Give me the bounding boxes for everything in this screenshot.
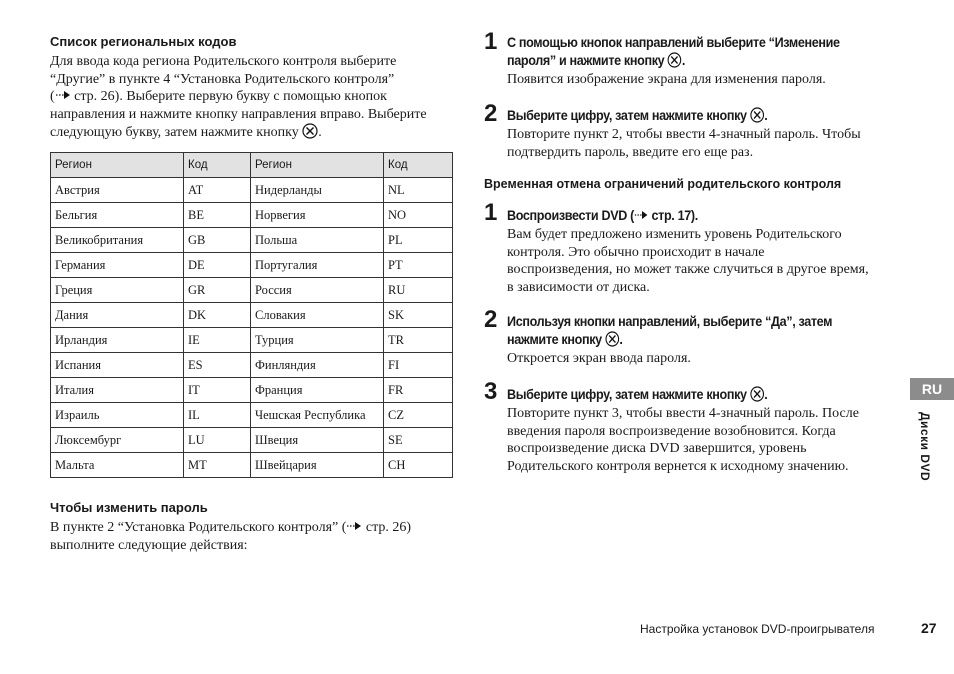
step-text-line: в зависимости от диска.	[507, 279, 650, 295]
region-cell: Германия	[51, 253, 184, 278]
footer-chapter-title: Настройка установок DVD-проигрывателя	[640, 622, 875, 636]
intro-text: стр. 26). Выберите первую букву с помощью кнопок	[70, 89, 387, 104]
table-row	[51, 453, 453, 478]
region-cell: Бельгия	[51, 203, 184, 228]
step-heading-text: .	[681, 52, 686, 68]
table-row	[51, 328, 453, 353]
region-cell: Великобритания	[51, 228, 184, 253]
language-tab: RU	[910, 378, 954, 400]
step-text-line: подтвердить пароль, введите его еще раз.	[507, 144, 754, 160]
intro-line	[50, 123, 460, 142]
step-text: Появится изображение экрана для изменения пароля.	[507, 72, 826, 87]
code-cell: MT	[184, 453, 251, 478]
step-heading-line	[507, 330, 885, 348]
step-number: 2	[484, 306, 498, 333]
region-cell: Мальта	[51, 453, 184, 478]
intro-line: Для ввода кода региона Родительского контроля выберите	[50, 54, 397, 69]
code-cell: IT	[184, 378, 251, 403]
intro-paragraph	[50, 53, 460, 142]
step-heading	[507, 206, 885, 224]
step-heading-text: .	[764, 386, 768, 402]
step-number: 3	[484, 378, 498, 405]
chapter-label: Диски DVD	[918, 412, 932, 482]
code-cell: TR	[384, 328, 453, 353]
step-heading	[507, 106, 885, 124]
table-header: Регион	[51, 153, 184, 178]
code-cell: SE	[384, 428, 453, 453]
step-heading-text: пароля” и нажмите кнопку	[507, 52, 665, 68]
circle-x-icon	[750, 386, 764, 402]
change-text: В пункте 2 “Установка Родительского контроля” (	[50, 520, 347, 535]
region-code-table	[50, 152, 453, 478]
change-password-paragraph	[50, 519, 460, 554]
code-cell: BE	[184, 203, 251, 228]
step-text-line: воспроизведение диска DVD завершится, уровень	[507, 441, 807, 456]
step-heading-text: Выберите цифру, затем нажмите кнопку	[507, 107, 747, 123]
region-cell: Польша	[251, 228, 384, 253]
table-row	[51, 203, 453, 228]
intro-line: направления и нажмите кнопку направления вправо. Выберите	[50, 106, 427, 122]
region-cell: Нидерланды	[251, 178, 384, 203]
region-cell: Австрия	[51, 178, 184, 203]
step-heading-line: Используя кнопки направлений, выберите “Да”, затем	[507, 313, 833, 329]
table-row	[51, 378, 453, 403]
code-cell: DE	[184, 253, 251, 278]
circle-x-icon	[302, 123, 318, 139]
step-text	[507, 405, 887, 475]
table-header-row	[51, 153, 453, 178]
circle-x-icon	[750, 107, 764, 123]
region-cell: Норвегия	[251, 203, 384, 228]
arrow-ref-icon	[346, 521, 362, 531]
step-heading-text: Выберите цифру, затем нажмите кнопку	[507, 386, 747, 402]
region-cell: Люксембург	[51, 428, 184, 453]
region-cell: Россия	[251, 278, 384, 303]
step-heading-text: стр. 17).	[648, 207, 698, 223]
region-cell: Дания	[51, 303, 184, 328]
change-line	[50, 519, 460, 537]
change-text: стр. 26)	[362, 520, 412, 535]
step-heading-text: .	[619, 331, 623, 347]
step-text-line: Повторите пункт 2, чтобы ввести 4-значный пароль. Чтобы	[507, 127, 861, 142]
section-title-region-codes: Список региональных кодов	[50, 34, 237, 49]
intro-line	[50, 88, 460, 106]
code-cell: AT	[184, 178, 251, 203]
page-number: 27	[921, 620, 937, 636]
code-cell: PT	[384, 253, 453, 278]
table-header: Регион	[251, 153, 384, 178]
code-cell: NL	[384, 178, 453, 203]
arrow-ref-icon	[55, 90, 71, 100]
region-cell: Турция	[251, 328, 384, 353]
table-row	[51, 403, 453, 428]
table-row	[51, 428, 453, 453]
step-text-line: Вам будет предложено изменить уровень Родительского	[507, 227, 842, 242]
code-cell: CZ	[384, 403, 453, 428]
region-cell: Греция	[51, 278, 184, 303]
code-cell: LU	[184, 428, 251, 453]
table-row	[51, 253, 453, 278]
table-row	[51, 178, 453, 203]
code-cell: FI	[384, 353, 453, 378]
code-cell: IL	[184, 403, 251, 428]
section-title-temp-cancel: Временная отмена ограничений родительского контроля	[484, 177, 842, 191]
code-cell: RU	[384, 278, 453, 303]
table-header: Код	[384, 153, 453, 178]
step-text	[507, 226, 887, 296]
step-heading-line: С помощью кнопок направлений выберите “Изменение	[507, 34, 840, 50]
region-cell: Португалия	[251, 253, 384, 278]
step-number: 2	[484, 100, 498, 127]
section-title-change-password: Чтобы изменить пароль	[50, 500, 208, 515]
table-row	[51, 278, 453, 303]
code-cell: GR	[184, 278, 251, 303]
step-text-line: Родительского контроля вернется к исходному значению.	[507, 458, 849, 474]
region-cell: Швеция	[251, 428, 384, 453]
code-cell: GB	[184, 228, 251, 253]
code-cell: DK	[184, 303, 251, 328]
step-text-line: воспроизведения, но может также случиться в другое время,	[507, 262, 869, 277]
intro-text: (	[50, 89, 55, 104]
step-text	[507, 126, 887, 161]
region-cell: Испания	[51, 353, 184, 378]
code-cell: CH	[384, 453, 453, 478]
step-number: 1	[484, 28, 498, 55]
step-heading-text: нажмите кнопку	[507, 331, 602, 347]
intro-text: следующую букву, затем нажмите кнопку	[50, 125, 299, 140]
arrow-ref-icon	[634, 210, 648, 220]
code-cell: PL	[384, 228, 453, 253]
circle-x-icon	[605, 331, 619, 347]
table-row	[51, 228, 453, 253]
region-cell: Франция	[251, 378, 384, 403]
code-cell: SK	[384, 303, 453, 328]
code-cell: IE	[184, 328, 251, 353]
step-heading-text: .	[764, 107, 768, 123]
table-row	[51, 353, 453, 378]
table-header: Код	[184, 153, 251, 178]
table-body	[51, 178, 453, 478]
step-heading	[507, 385, 885, 403]
code-cell: ES	[184, 353, 251, 378]
region-cell: Словакия	[251, 303, 384, 328]
region-cell: Швейцария	[251, 453, 384, 478]
table-row	[51, 303, 453, 328]
change-line: выполните следующие действия:	[50, 537, 248, 553]
code-cell: NO	[384, 203, 453, 228]
region-cell: Италия	[51, 378, 184, 403]
intro-line: “Другие” в пункте 4 “Установка Родительского контроля”	[50, 71, 395, 87]
step-text: Откроется экран ввода пароля.	[507, 351, 691, 366]
region-cell: Ирландия	[51, 328, 184, 353]
step-text-line: Повторите пункт 3, чтобы ввести 4-значный пароль. После	[507, 406, 859, 421]
code-cell: FR	[384, 378, 453, 403]
step-heading	[507, 312, 885, 348]
step-heading-line	[507, 51, 885, 69]
step-heading	[507, 33, 885, 69]
region-cell: Чешская Республика	[251, 403, 384, 428]
step-text-line: контроля. Это обычно происходит в начале	[507, 244, 765, 260]
region-cell: Финляндия	[251, 353, 384, 378]
intro-text: .	[318, 125, 322, 140]
step-number: 1	[484, 199, 498, 226]
step-heading-text: Воспроизвести DVD (	[507, 207, 634, 223]
region-cell: Израиль	[51, 403, 184, 428]
step-text-line: введения пароля воспроизведение возобновится. Когда	[507, 423, 836, 439]
circle-x-icon	[667, 52, 681, 68]
